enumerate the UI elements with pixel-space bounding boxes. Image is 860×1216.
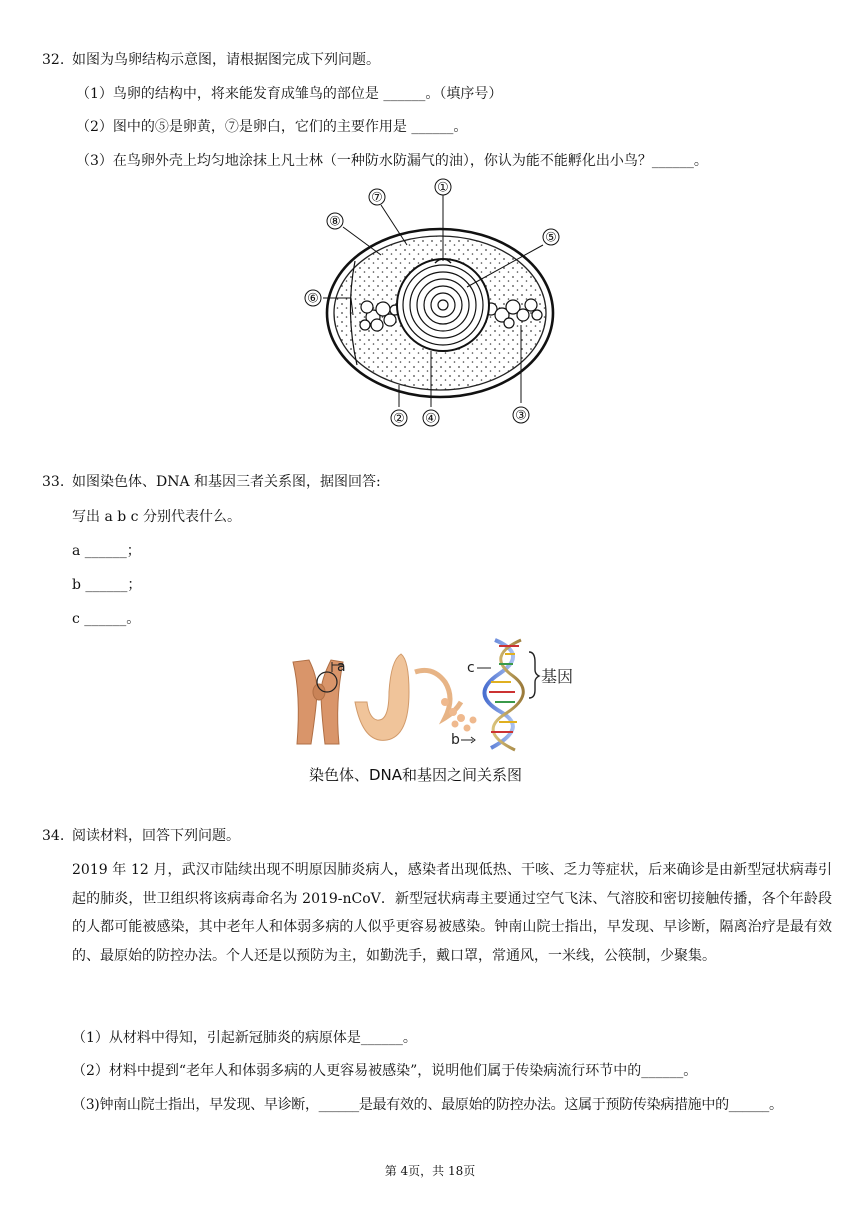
label-8 (327, 213, 343, 230)
svg-text:②: ② (393, 411, 405, 427)
page-footer: 第 4页，共 18页 (384, 1164, 476, 1178)
coiled-chromatin (355, 654, 461, 740)
q33-b: b ______； (72, 577, 142, 593)
q34-number: 34. (42, 828, 65, 844)
gene-bracket (529, 652, 539, 698)
label-b: b (451, 732, 460, 748)
q34-sub3: （3)钟南山院士指出，早发现、早诊断，______是最有效的、最原始的防控办法。这属于预防传染病措施中的______。 (72, 1097, 783, 1113)
q32-stem: 如图为鸟卵结构示意图，请根据图完成下列问题。 (72, 52, 380, 68)
label-1 (435, 179, 451, 196)
chromosome-dna-gene-diagram (285, 632, 585, 757)
q33-stem: 如图染色体、DNA 和基因三者关系图，据图回答: (72, 474, 381, 490)
svg-text:⑧: ⑧ (329, 214, 341, 230)
q33-a: a ______； (72, 543, 141, 559)
q33-ask: 写出 a b c 分别代表什么。 (72, 509, 241, 525)
svg-text:③: ③ (515, 408, 527, 424)
label-a: a (337, 659, 346, 675)
svg-text:⑤: ⑤ (545, 230, 557, 246)
label-5 (543, 229, 559, 246)
q34-sub2: （2）材料中提到“老年人和体弱多病的人更容易被感染”，说明他们属于传染病流行环节中的______。 (72, 1063, 698, 1079)
label-c: c (467, 660, 475, 676)
svg-text:⑥: ⑥ (307, 291, 319, 307)
q32-sub1: （1）鸟卵的结构中，将来能发育成雏鸟的部位是 ______。（填序号） (76, 86, 503, 102)
svg-text:④: ④ (425, 411, 437, 427)
q34-sub1: （1）从材料中得知，引起新冠肺炎的病原体是______。 (72, 1030, 417, 1046)
egg-yolk (397, 259, 489, 351)
q34-stem: 阅读材料，回答下列问题。 (72, 828, 240, 844)
label-2 (391, 410, 407, 427)
label-4 (423, 410, 439, 427)
gene-label: 基因 (541, 667, 574, 686)
q32-sub2: （2）图中的⑤是卵黄，⑦是卵白，它们的主要作用是 ______。 (76, 119, 468, 135)
diagram-caption: 染色体、DNA和基因之间关系图 (309, 766, 523, 784)
label-7 (369, 189, 385, 206)
label-6 (305, 290, 321, 307)
label-3 (513, 407, 529, 424)
q34-material: 2019 年 12 月，武汉市陆续出现不明原因肺炎病人，感染者出现低热、干咳、乏力等症状，后来确诊是由新型冠状病毒引起的肺炎，世卫组织将该病毒命名为 2019-nCoV．新型冠状病毒主要通过空气飞沫、气溶胶和密切接触传播，各个年龄段的人都可能被感染，其中老年人和体弱多病的人似乎更容易被感染。钟南山院士指出，早发现、早诊断，隔离治疗是最有效的、最原始的防控办法。个人还是以预防为主，如勤洗手，戴口罩，常通风，一米线，公筷制，少聚集。 (72, 862, 832, 964)
egg-structure-diagram (295, 175, 565, 430)
q33-number: 33. (42, 474, 65, 490)
chromosome (293, 660, 343, 744)
q32-number: 32. (42, 52, 65, 68)
q33-c: c ______。 (72, 611, 141, 627)
svg-text:①: ① (437, 180, 449, 196)
dna-helix (484, 640, 523, 750)
q32-sub3: （3）在鸟卵外壳上均匀地涂抹上凡士林（一种防水防漏气的油），你认为能不能孵化出小鸟？______。 (76, 153, 708, 169)
svg-text:⑦: ⑦ (371, 190, 383, 206)
